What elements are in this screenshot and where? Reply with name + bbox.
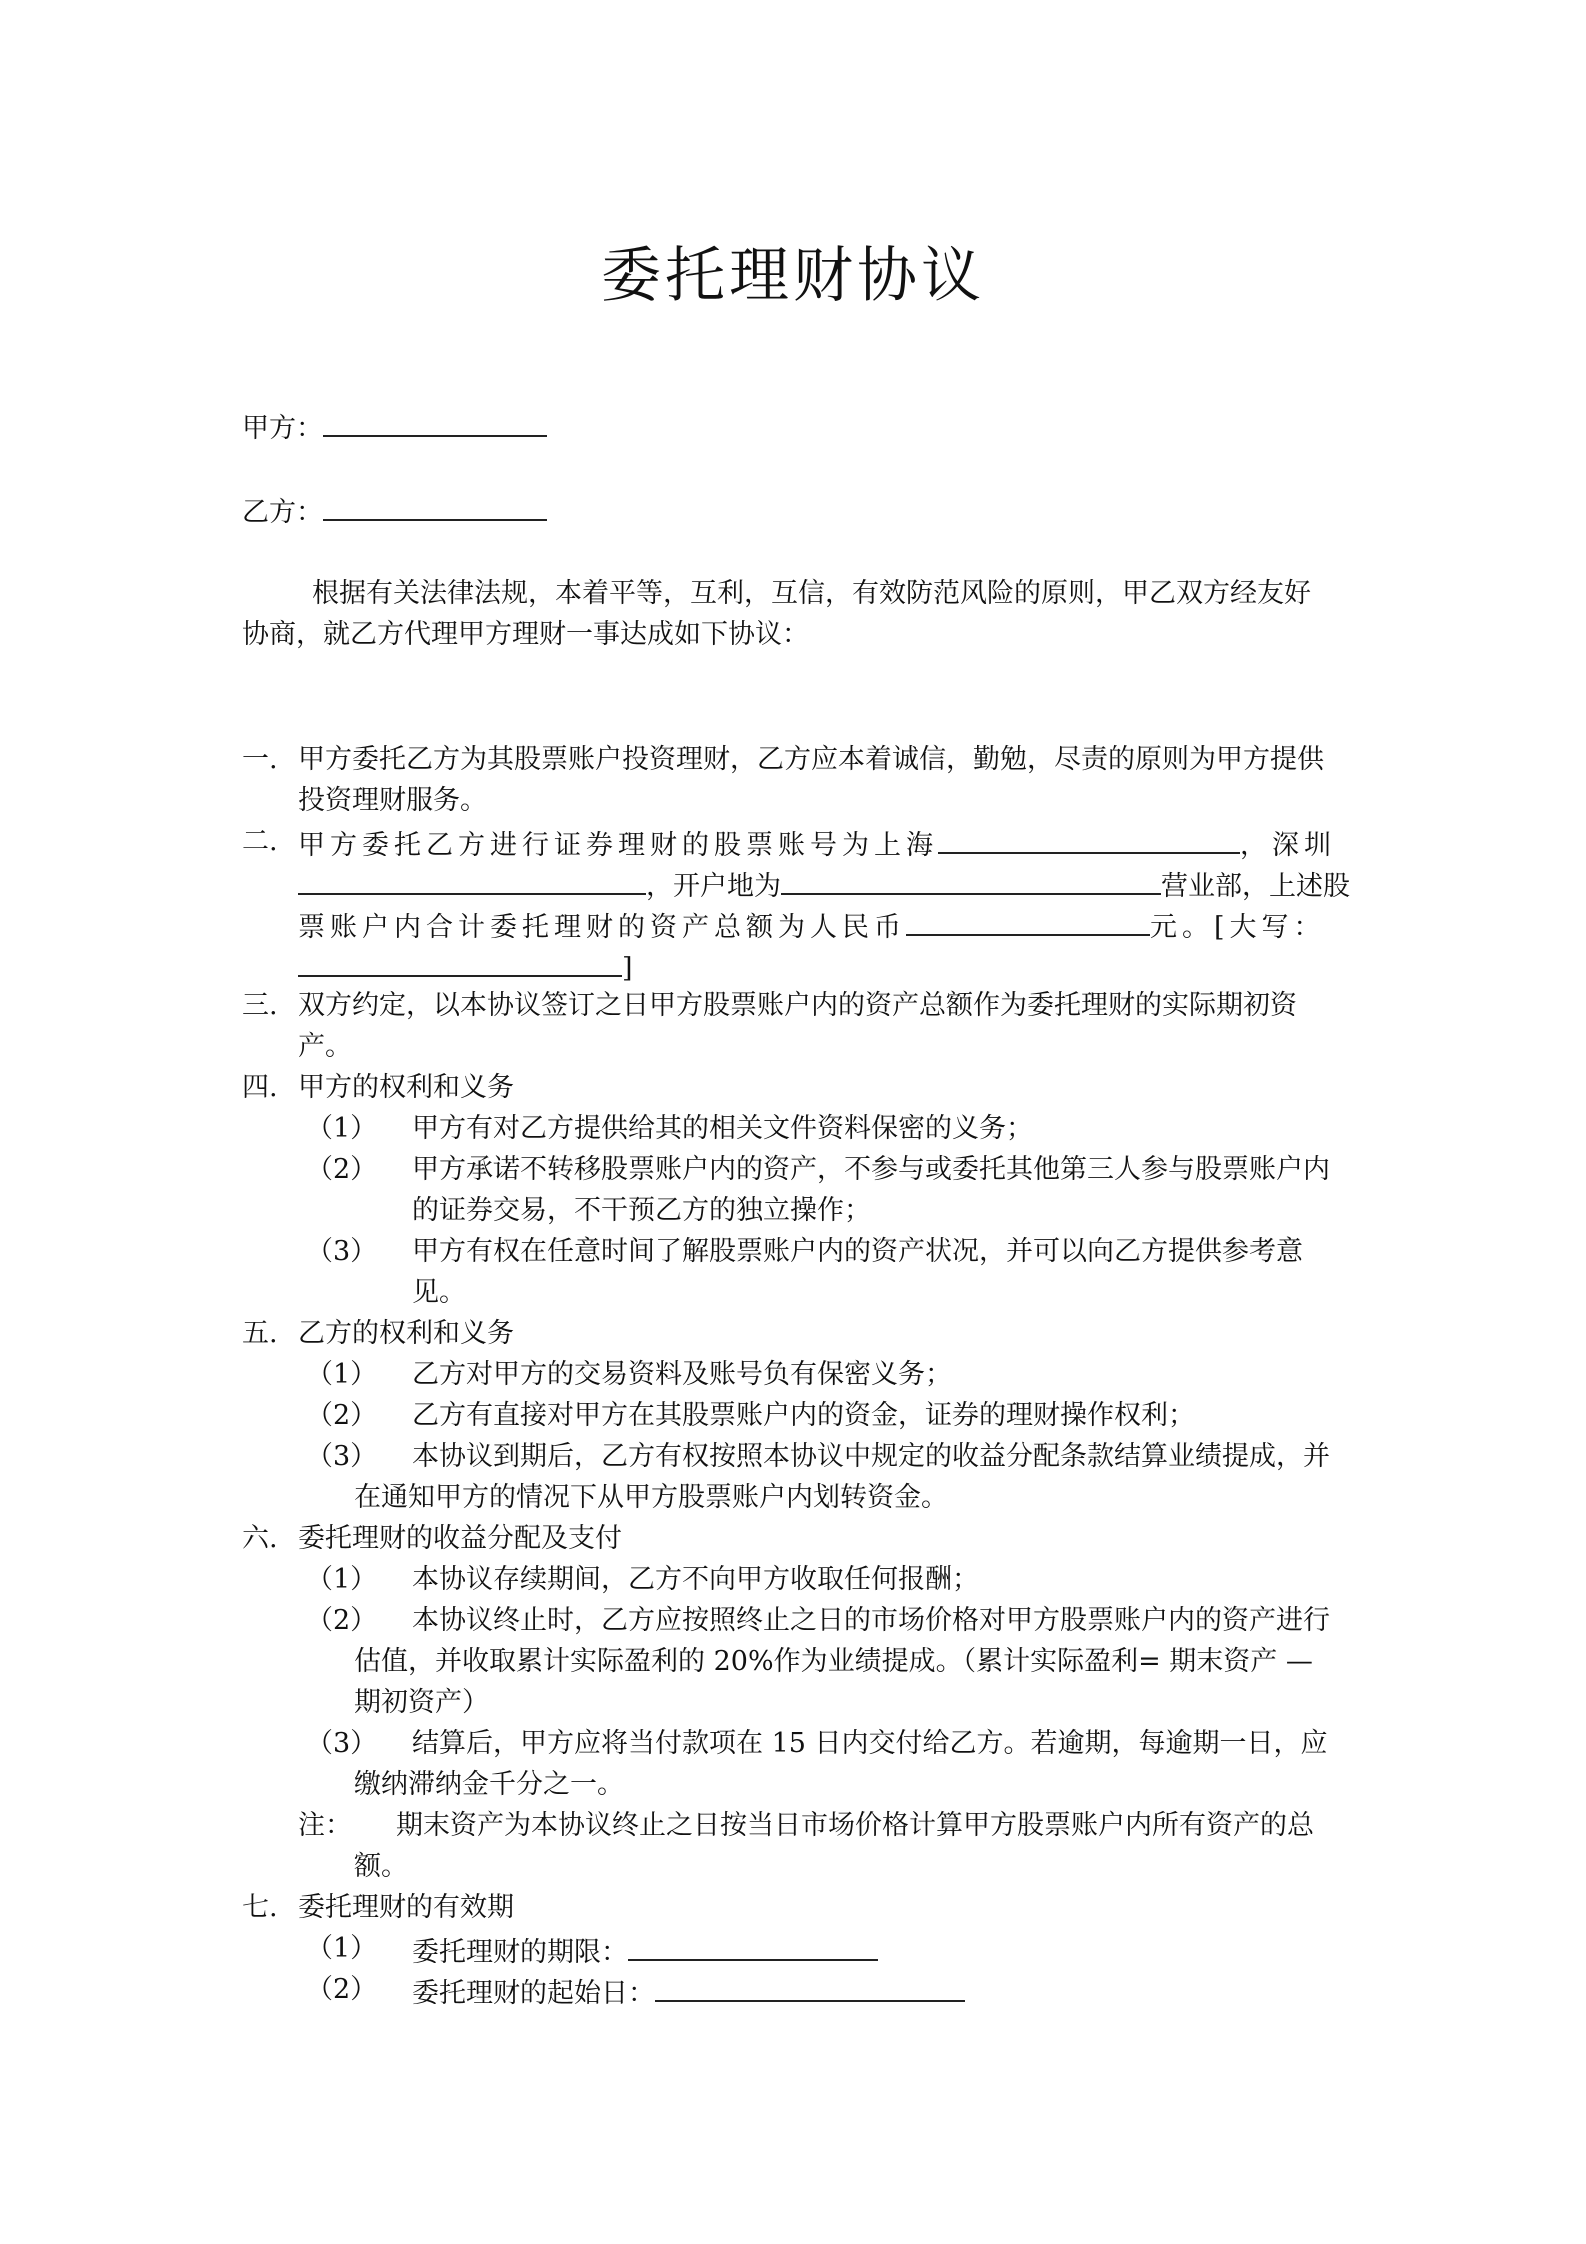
section-7-item-1-line	[412, 1929, 878, 1973]
section-7-item-2-line	[412, 1970, 965, 2014]
section-5-item-3-line-1: 本协议到期后，乙方有权按照本协议中规定的收益分配条款结算业绩提成，并	[412, 1441, 1330, 1472]
term-label: 委托理财的期限：	[412, 1937, 628, 1968]
section-4-item-2-line-1: 甲方承诺不转移股票账户内的资产，不参与或委托其他第三人参与股票账户内	[412, 1154, 1330, 1185]
section-5-item-2-line-1: 乙方有直接对甲方在其股票账户内的资金，证券的理财操作权利；	[412, 1400, 1195, 1431]
capital-amount-blank[interactable]	[298, 945, 622, 977]
start-date-label: 委托理财的起始日：	[412, 1978, 655, 2009]
section-6-item-3-line-2: 缴纳滞纳金千分之一。	[354, 1769, 624, 1800]
section-6-heading: 委托理财的收益分配及支付	[298, 1523, 622, 1554]
section-6-item-3-line-1: 结算后，甲方应将当付款项在 15 日内交付给乙方。若逾期，每逾期一日，应	[412, 1728, 1328, 1759]
capital-amount-label: 元。[大写：	[1150, 912, 1326, 943]
section-6-item-2-number: （2）	[306, 1605, 378, 1636]
section-5-item-3-line-2: 在通知甲方的情况下从甲方股票账户内划转资金。	[354, 1482, 948, 1513]
section-6-item-2-line-1: 本协议终止时，乙方应按照终止之日的市场价格对甲方股票账户内的资产进行	[412, 1605, 1330, 1636]
section-6-number: 六.	[242, 1523, 278, 1554]
section-5-heading: 乙方的权利和义务	[298, 1318, 514, 1349]
section-2-line-3	[298, 904, 1326, 948]
page-title: 委托理财协议	[601, 241, 985, 312]
total-assets-label: 票账户内合计委托理财的资产总额为人民币	[298, 912, 906, 943]
section-2-line-1	[298, 822, 1336, 866]
intro-line-1: 根据有关法律法规，本着平等，互利，互信，有效防范风险的原则，甲乙双方经友好	[312, 578, 1311, 609]
section-6-note-line-1: 期末资产为本协议终止之日按当日市场价格计算甲方股票账户内所有资产的总	[396, 1810, 1314, 1841]
section-1-line-1: 甲方委托乙方为其股票账户投资理财，乙方应本着诚信，勤勉，尽责的原则为甲方提供	[298, 744, 1324, 775]
intro-line-2: 协商，就乙方代理甲方理财一事达成如下协议：	[242, 619, 809, 650]
section-5-item-3-number: （3）	[306, 1441, 378, 1472]
section-4-item-1-line-1: 甲方有对乙方提供给其的相关文件资料保密的义务；	[412, 1113, 1033, 1144]
section-4-item-3-line-2: 见。	[412, 1277, 466, 1308]
branch-label: 营业部，上述股	[1161, 871, 1350, 902]
party-b-label: 乙方：	[242, 497, 323, 528]
section-5-number: 五.	[242, 1318, 278, 1349]
section-3-line-2: 产。	[298, 1031, 352, 1062]
shenzhen-account-label: ，深圳	[1240, 830, 1336, 861]
section-4-item-2-number: （2）	[306, 1154, 378, 1185]
party-b-blank[interactable]	[323, 489, 547, 521]
account-opening-blank[interactable]	[781, 863, 1161, 895]
shenzhen-account-blank[interactable]	[298, 863, 646, 895]
section-1-number: 一.	[242, 744, 278, 775]
section-3-number: 三.	[242, 990, 278, 1021]
party-a-line	[242, 405, 547, 449]
party-b-line	[242, 489, 547, 533]
section-7-item-2-number: （2）	[306, 1974, 378, 2005]
term-blank[interactable]	[628, 1929, 878, 1961]
party-a-label: 甲方：	[242, 413, 323, 444]
section-6-item-1-number: （1）	[306, 1564, 378, 1595]
shanghai-account-blank[interactable]	[938, 822, 1240, 854]
section-4-item-1-number: （1）	[306, 1113, 378, 1144]
section-5-item-2-number: （2）	[306, 1400, 378, 1431]
section-4-heading: 甲方的权利和义务	[298, 1072, 514, 1103]
section-7-heading: 委托理财的有效期	[298, 1892, 514, 1923]
section-6-item-2-line-3: 期初资产）	[354, 1687, 489, 1718]
total-assets-blank[interactable]	[906, 904, 1150, 936]
closing-bracket: ]	[622, 953, 633, 984]
section-2-number: 二.	[242, 826, 278, 857]
start-date-blank[interactable]	[655, 1970, 965, 2002]
section-4-item-3-number: （3）	[306, 1236, 378, 1267]
section-5-item-1-number: （1）	[306, 1359, 378, 1390]
section-4-number: 四.	[242, 1072, 278, 1103]
section-2-line-2	[298, 863, 1350, 907]
section-6-item-2-line-2: 估值，并收取累计实际盈利的 20%作为业绩提成。（累计实际盈利= 期末资产 —	[354, 1646, 1313, 1677]
section-7-item-1-number: （1）	[306, 1933, 378, 1964]
section-6-note-label: 注：	[298, 1810, 352, 1841]
section-2-line-4	[298, 945, 633, 989]
section-6-item-3-number: （3）	[306, 1728, 378, 1759]
section-4-item-3-line-1: 甲方有权在任意时间了解股票账户内的资产状况，并可以向乙方提供参考意	[412, 1236, 1303, 1267]
section-6-note-line-2: 额。	[354, 1851, 408, 1882]
section-5-item-1-line-1: 乙方对甲方的交易资料及账号负有保密义务；	[412, 1359, 952, 1390]
section-1-line-2: 投资理财服务。	[298, 785, 487, 816]
section-7-number: 七.	[242, 1892, 278, 1923]
shanghai-account-label: 甲方委托乙方进行证券理财的股票账号为上海	[298, 830, 938, 861]
account-opening-label: ，开户地为	[646, 871, 781, 902]
section-3-line-1: 双方约定，以本协议签订之日甲方股票账户内的资产总额作为委托理财的实际期初资	[298, 990, 1297, 1021]
section-6-item-1-line-1: 本协议存续期间，乙方不向甲方收取任何报酬；	[412, 1564, 979, 1595]
party-a-blank[interactable]	[323, 405, 547, 437]
section-4-item-2-line-2: 的证券交易，不干预乙方的独立操作；	[412, 1195, 871, 1226]
